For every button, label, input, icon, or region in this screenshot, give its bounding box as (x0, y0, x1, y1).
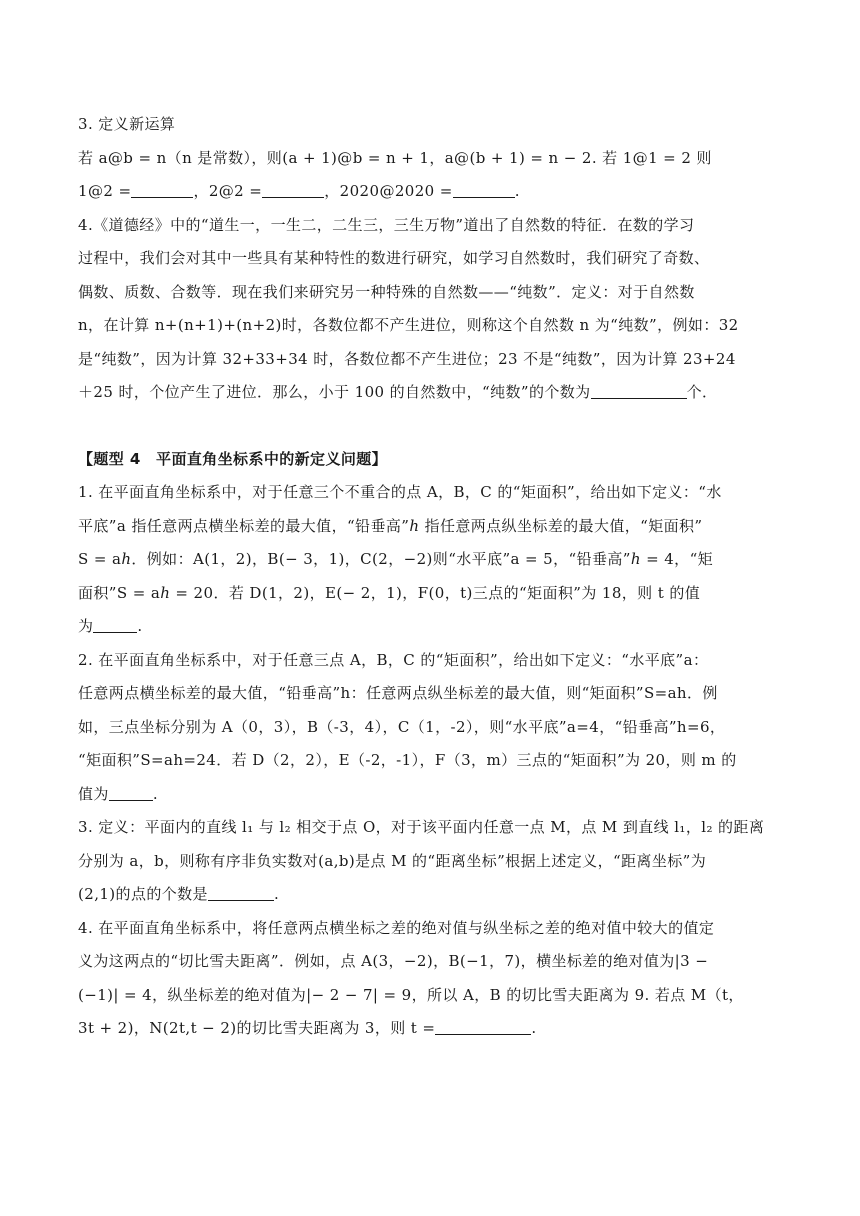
section-title-new-operation: 3. 定义新运算 (78, 115, 176, 133)
q4-line: 义为这两点的“切比雪夫距离”．例如，点 A(3，−2)，B(−1，7)，横坐标差的绝对值为|3 − (78, 952, 709, 970)
answer-blank[interactable] (208, 885, 274, 901)
q2-line: 2. 在平面直角坐标系中，对于任意三点 A，B，C 的“矩面积”，给出如下定义：“水平底”a： (78, 650, 709, 669)
q1-line: 为 . (78, 617, 143, 635)
q2-line: 如，三点坐标分别为 A（0，3），B（-3，4），C（1，-2），则“水平底”a=4，“铅垂高”h=6， (78, 717, 726, 736)
q3-line: (2,1)的点的个数是 . (78, 885, 280, 903)
answer-blank[interactable] (93, 617, 137, 633)
problem-4-line: ＋25 时，个位产生了进位．那么，小于 100 的自然数中，“纯数”的个数为 个． (78, 383, 718, 401)
q2-line: “矩面积”S=ah=24．若 D（2，2），E（-2，-1），F（3，m）三点的“矩面积”为 20，则 m 的 (78, 751, 737, 769)
problem-4-line: 过程中，我们会对其中一些具有某种特性的数进行研究，如学习自然数时，我们研究了奇数、 (78, 249, 710, 267)
problem-4-line: 偶数、质数、合数等．现在我们来研究另一种特殊的自然数——“纯数”．定义：对于自然数 (78, 282, 695, 301)
q3-line: 分别为 a，b，则称有序非负实数对(a,b)是点 M 的“距离坐标”根据上述定义，“距离坐标”为 (78, 851, 707, 870)
problem-4-line: 4.《道德经》中的“道生一，一生二，二生三，三生万物”道出了自然数的特征．在数的学习 (78, 215, 695, 234)
problem-3-text: 若 a@b = n（n 是常数），则(a + 1)@b = n + 1，a@(b + 1) = n − 2. 若 1@1 = 2 则 (78, 148, 712, 167)
answer-blank[interactable] (131, 182, 193, 198)
q1-line: 1. 在平面直角坐标系中，对于任意三个不重合的点 A，B，C 的“矩面积”，给出如下定义：“水 (78, 483, 722, 501)
q1-line: 平底”a 指任意两点横坐标差的最大值，“铅垂高”ℎ 指任意两点纵坐标差的最大值，“矩面积” (78, 516, 703, 535)
answer-blank[interactable] (262, 182, 324, 198)
q2-line: 任意两点横坐标差的最大值，“铅垂高”h：任意两点纵坐标差的最大值，则“矩面积”S=ah．例 (78, 684, 718, 702)
q4-line: (−1)| = 4，纵坐标差的绝对值为|− 2 − 7| = 9，所以 A，B 的切比雪夫距离为 9. 若点 M（t， (78, 985, 744, 1004)
problem-4-line: 是“纯数”，因为计算 32+33+34 时，各数位都不产生进位；23 不是“纯数”，因为计算 23+24 (78, 349, 736, 368)
answer-blank[interactable] (591, 383, 687, 399)
q2-line: 值为 . (78, 784, 158, 803)
problem-4-line: n，在计算 n+(n+1)+(n+2)时，各数位都不产生进位，则称这个自然数 n 为“纯数”，例如：32 (78, 316, 739, 334)
q4-line: 4. 在平面直角坐标系中，将任意两点横坐标之差的绝对值与纵坐标之差的绝对值中较大的值定 (78, 918, 715, 937)
answer-blank[interactable] (435, 1019, 531, 1035)
document-page (78, 108, 783, 1046)
problem-3-answers: 1@2 = ，2@2 = ，2020@2020 = . (78, 182, 520, 200)
answer-blank[interactable] (453, 182, 515, 198)
section-heading: 【题型 4 平面直角坐标系中的新定义问题】 (78, 449, 388, 468)
q3-line: 3. 定义：平面内的直线 l₁ 与 l₂ 相交于点 O，对于该平面内任意一点 M，点 M 到直线 l₁，l₂ 的距离 (78, 818, 765, 836)
answer-blank[interactable] (109, 785, 153, 801)
q1-line: S = aℎ．例如：A(1，2)，B(− 3，1)，C(2，−2)则“水平底”a = 5，“铅垂高”ℎ = 4，“矩 (78, 550, 714, 568)
q4-line: 3t + 2)，N(2t,t − 2)的切比雪夫距离为 3，则 t = . (78, 1019, 537, 1037)
q1-line: 面积”S = aℎ = 20．若 D(1，2)，E(− 2，1)，F(0，t)三点的“矩面积”为 18，则 t 的值 (78, 583, 701, 602)
